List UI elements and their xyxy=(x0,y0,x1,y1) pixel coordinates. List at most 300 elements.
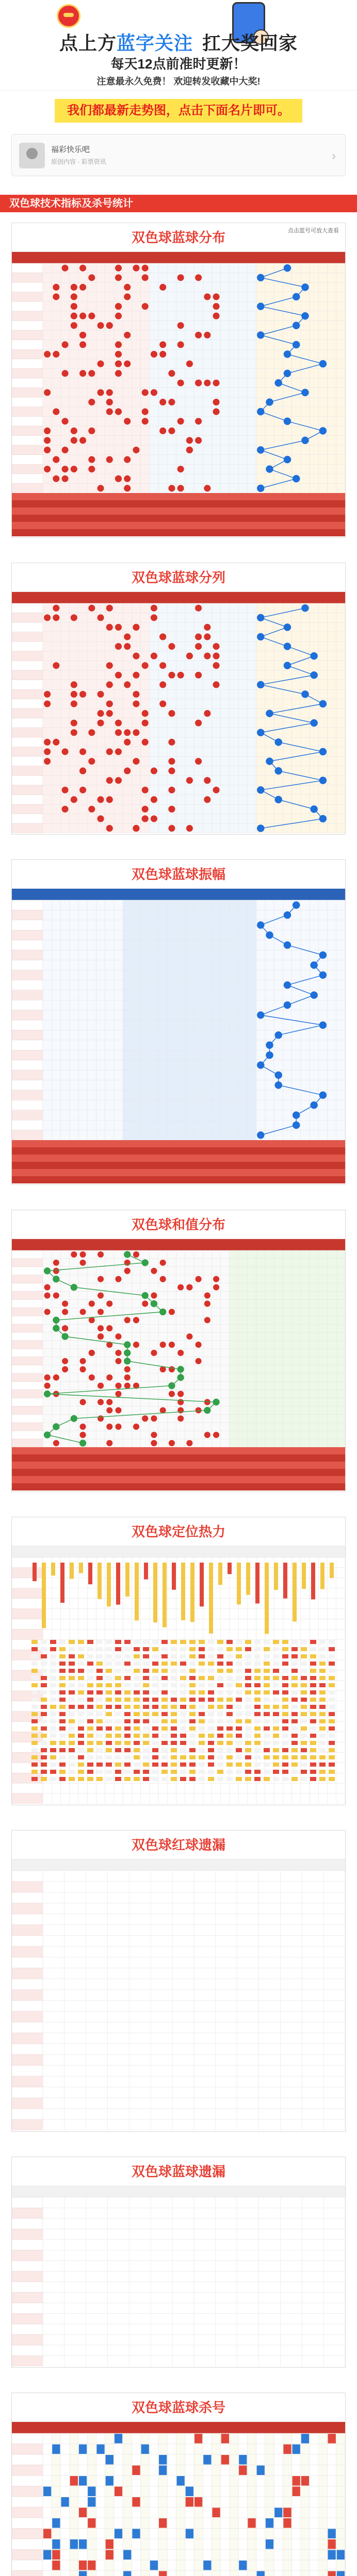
grid-cell xyxy=(176,785,185,795)
grid-cell xyxy=(132,407,140,417)
blue-ball xyxy=(319,1021,327,1028)
red-ball xyxy=(106,456,113,463)
heat-cell xyxy=(143,1712,149,1716)
grid-cell xyxy=(70,1783,78,1793)
grid-cell xyxy=(292,330,301,340)
grid-cell xyxy=(96,900,105,910)
grid-cell xyxy=(176,1040,185,1050)
grid-cell xyxy=(203,1349,212,1357)
grid-cell xyxy=(230,776,238,786)
grid-cell xyxy=(150,330,158,340)
blue-ball xyxy=(71,1415,77,1422)
trend-grid xyxy=(12,1546,345,1804)
grid-cell xyxy=(328,1357,336,1365)
grid-cell xyxy=(318,1357,327,1365)
grid-cell xyxy=(230,737,238,747)
grid-cell xyxy=(43,1349,52,1357)
grid-cell xyxy=(238,1120,247,1130)
grid-cell xyxy=(70,1406,78,1414)
grid-cell xyxy=(78,464,87,474)
red-ball xyxy=(204,332,210,338)
grid-cell xyxy=(274,1090,283,1100)
grid-cell xyxy=(158,263,167,273)
grid-cell xyxy=(132,1357,140,1365)
grid-cell xyxy=(150,397,158,407)
grid-cell xyxy=(185,1365,194,1374)
heat-bar xyxy=(51,1563,55,1575)
grid-cell xyxy=(60,603,69,613)
grid-cell xyxy=(105,1316,114,1324)
red-ball xyxy=(124,1268,131,1274)
grid-cell xyxy=(301,1599,310,1609)
issue-cell xyxy=(12,930,43,940)
heat-cell xyxy=(152,1640,158,1644)
grid-cell xyxy=(318,622,327,632)
grid-cell xyxy=(230,1060,238,1070)
blue-ball xyxy=(53,1325,59,1332)
grid-cell xyxy=(265,388,274,398)
red-ball xyxy=(124,681,131,688)
grid-cell xyxy=(203,728,212,738)
grid-cell xyxy=(328,960,336,970)
grid-cell xyxy=(150,776,158,786)
grid-cell xyxy=(194,474,203,484)
grid-cell xyxy=(87,940,96,950)
grid-cell xyxy=(43,680,52,690)
heat-cell xyxy=(50,1770,56,1774)
grid-cell xyxy=(87,1382,96,1390)
grid-cell xyxy=(70,349,78,359)
grid-cell xyxy=(318,1259,327,1267)
grid-cell xyxy=(105,1609,114,1619)
issue-cell xyxy=(12,1308,43,1316)
red-ball xyxy=(213,1284,219,1291)
grid-cell xyxy=(52,1609,60,1619)
grid-cell xyxy=(185,766,194,776)
grid-cell xyxy=(310,1292,318,1300)
grid-cell xyxy=(212,426,220,436)
grid-cell xyxy=(221,1414,230,1422)
red-ball xyxy=(177,418,184,425)
grid-cell xyxy=(87,1283,96,1292)
grid-cell xyxy=(185,340,194,350)
grid-cell xyxy=(185,1259,194,1267)
grid-cell xyxy=(328,474,336,484)
grid-cell xyxy=(176,1250,185,1259)
blue-ball xyxy=(319,748,327,755)
grid-cell xyxy=(301,661,310,671)
heat-cell xyxy=(96,1662,103,1666)
grid-cell xyxy=(96,263,105,273)
heat-cell xyxy=(69,1755,75,1759)
grid-cell xyxy=(96,728,105,738)
issue-cell xyxy=(12,1650,43,1660)
red-ball xyxy=(151,653,157,659)
grid-cell xyxy=(52,1341,60,1349)
grid-cell xyxy=(185,718,194,728)
issue-cell xyxy=(12,1060,43,1070)
heat-cell xyxy=(106,1698,112,1702)
grid-cell xyxy=(212,1120,220,1130)
grid-cell xyxy=(150,1000,158,1010)
grid-cell xyxy=(265,340,274,350)
heat-cell xyxy=(59,1719,66,1723)
grid-cell xyxy=(185,699,194,709)
grid-cell xyxy=(310,1349,318,1357)
grid-cell xyxy=(283,1406,291,1414)
red-ball xyxy=(62,787,69,793)
heat-cell xyxy=(78,1647,84,1651)
grid-cell xyxy=(283,1283,291,1292)
grid-cell xyxy=(87,1793,96,1804)
grid-cell xyxy=(158,1422,167,1431)
grid-cell xyxy=(78,756,87,766)
red-ball xyxy=(151,1292,157,1298)
grid-cell xyxy=(158,1783,167,1793)
grid-cell xyxy=(203,445,212,455)
grid-cell xyxy=(256,970,265,980)
grid-cell xyxy=(283,737,291,747)
grid-cell xyxy=(310,1300,318,1308)
red-ball xyxy=(62,418,69,425)
blue-ball xyxy=(310,671,317,679)
grid-cell xyxy=(60,708,69,718)
grid-cell xyxy=(336,378,345,388)
grid-cell xyxy=(78,1080,87,1090)
grid-cell xyxy=(141,1382,150,1390)
grid-cell xyxy=(114,1110,123,1120)
grid-cell xyxy=(87,970,96,980)
heat-cell xyxy=(41,1669,47,1673)
grid-cell xyxy=(123,1040,132,1050)
grid-cell xyxy=(221,661,230,671)
issue-cell xyxy=(12,680,43,690)
grid-cell xyxy=(238,1357,247,1365)
grid-cell xyxy=(60,1020,69,1030)
grid-cell xyxy=(78,1100,87,1110)
grid-cell xyxy=(167,814,176,824)
grid-cell xyxy=(194,1619,203,1630)
grid-cell xyxy=(336,483,345,493)
grid-cell xyxy=(203,766,212,776)
grid-cell xyxy=(238,1259,247,1267)
grid-cell xyxy=(60,699,69,709)
grid-cell xyxy=(336,980,345,990)
blue-ball xyxy=(124,1358,131,1364)
grid-cell xyxy=(256,1374,265,1382)
grid-cell xyxy=(87,900,96,910)
grid-cell xyxy=(318,1283,327,1292)
grid-cell xyxy=(203,641,212,651)
grid-cell xyxy=(96,661,105,671)
grid-cell xyxy=(301,1588,310,1599)
grid-cell xyxy=(301,970,310,980)
grid-cell xyxy=(132,368,140,378)
grid-cell xyxy=(158,1060,167,1070)
grid-cell xyxy=(70,1599,78,1609)
grid-cell xyxy=(78,960,87,970)
grid-cell xyxy=(87,1267,96,1275)
heat-cell xyxy=(115,1755,121,1759)
grid-cell xyxy=(230,483,238,493)
red-ball xyxy=(186,437,193,444)
red-ball xyxy=(106,1440,112,1446)
grid-cell xyxy=(328,1793,336,1804)
grid-cell xyxy=(328,321,336,331)
grid-cell xyxy=(292,910,301,920)
grid-cell xyxy=(141,1130,150,1140)
grid-cell xyxy=(185,407,194,417)
grid-cell xyxy=(43,785,52,795)
grid-cell xyxy=(238,321,247,331)
grid-cell xyxy=(274,1793,283,1804)
grid-cell xyxy=(87,359,96,369)
grid-cell xyxy=(105,970,114,980)
grid-cell xyxy=(292,407,301,417)
grid-cell xyxy=(203,407,212,417)
grid-cell xyxy=(247,378,256,388)
red-ball xyxy=(98,1383,104,1389)
grid-cell xyxy=(105,1080,114,1090)
grid-cell xyxy=(212,920,220,930)
grid-cell xyxy=(318,980,327,990)
grid-cell xyxy=(43,1070,52,1080)
heat-cell xyxy=(59,1726,66,1731)
grid-cell xyxy=(283,1030,291,1040)
grid-cell xyxy=(212,1316,220,1324)
grid-cell xyxy=(96,1050,105,1060)
red-ball xyxy=(71,729,77,736)
grid-cell xyxy=(123,990,132,1000)
heat-cell xyxy=(115,1647,121,1651)
issue-cell xyxy=(12,1080,43,1090)
grid-cell xyxy=(256,1110,265,1120)
heat-cell xyxy=(59,1698,66,1702)
grid-cell xyxy=(132,426,140,436)
grid-cell xyxy=(292,1382,301,1390)
grid-cell xyxy=(123,426,132,436)
grid-cell xyxy=(318,1308,327,1316)
heat-cell xyxy=(78,1726,84,1731)
grid-cell xyxy=(265,1382,274,1390)
grid-cell xyxy=(221,1398,230,1406)
grid-cell xyxy=(114,1619,123,1630)
grid-cell xyxy=(221,368,230,378)
grid-cell xyxy=(274,632,283,642)
grid-cell xyxy=(301,1070,310,1080)
grid-cell xyxy=(87,1050,96,1060)
grid-cell xyxy=(167,970,176,980)
grid-cell xyxy=(150,641,158,651)
grid-cell xyxy=(167,920,176,930)
issue-cell xyxy=(12,1316,43,1324)
grid-cell xyxy=(283,766,291,776)
grid-cell xyxy=(301,1414,310,1422)
grid-cell xyxy=(247,737,256,747)
grid-cell xyxy=(114,970,123,980)
blue-ball xyxy=(257,302,264,310)
grid-cell xyxy=(150,407,158,417)
grid-cell xyxy=(185,1267,194,1275)
account-card[interactable] xyxy=(11,134,346,176)
grid-cell xyxy=(301,1382,310,1390)
grid-cell xyxy=(114,483,123,493)
issue-cell xyxy=(12,1439,43,1447)
red-ball xyxy=(106,748,113,755)
grid-cell xyxy=(318,1060,327,1070)
red-ball xyxy=(133,1317,139,1323)
grid-cell xyxy=(310,1030,318,1040)
grid-cell xyxy=(123,670,132,680)
issue-cell xyxy=(12,1292,43,1300)
grid-cell xyxy=(212,483,220,493)
grid-cell xyxy=(132,301,140,311)
grid-cell xyxy=(132,1300,140,1308)
grid-cell xyxy=(212,359,220,369)
grid-cell xyxy=(230,1398,238,1406)
grid-cell xyxy=(318,1300,327,1308)
grid-cell xyxy=(336,1691,345,1701)
grid-cell xyxy=(114,1070,123,1080)
grid-cell xyxy=(212,1406,220,1414)
grid-cell xyxy=(78,416,87,426)
grid-cell xyxy=(150,1050,158,1060)
grid-cell xyxy=(203,1120,212,1130)
grid-cell xyxy=(310,708,318,718)
grid-cell xyxy=(336,1259,345,1267)
grid-cell xyxy=(230,1010,238,1020)
follow-link[interactable]: 蓝字关注 xyxy=(116,32,193,54)
grid-cell xyxy=(203,359,212,369)
red-ball xyxy=(106,1407,112,1413)
grid-cell xyxy=(328,1267,336,1275)
grid-cell xyxy=(87,689,96,699)
grid-cell xyxy=(78,699,87,709)
grid-cell xyxy=(87,1439,96,1447)
grid-cell xyxy=(318,603,327,613)
blue-ball xyxy=(293,1122,300,1129)
grid-cell xyxy=(230,1382,238,1390)
grid-cell xyxy=(185,1629,194,1639)
grid-cell xyxy=(52,1250,60,1259)
grid-cell xyxy=(336,1292,345,1300)
issue-cell xyxy=(12,1120,43,1130)
grid-cell xyxy=(150,436,158,446)
grid-cell xyxy=(70,804,78,814)
grid-cell xyxy=(194,483,203,493)
grid-cell xyxy=(203,970,212,980)
red-ball xyxy=(195,437,202,444)
grid-cell xyxy=(238,1316,247,1324)
grid-cell xyxy=(96,436,105,446)
grid-cell xyxy=(87,785,96,795)
grid-cell xyxy=(96,1629,105,1639)
grid-cell xyxy=(141,651,150,661)
grid-cell xyxy=(123,1431,132,1439)
red-ball xyxy=(80,1432,86,1438)
grid-cell xyxy=(105,960,114,970)
grid-cell xyxy=(70,1100,78,1110)
grid-cell xyxy=(141,349,150,359)
grid-cell xyxy=(158,301,167,311)
grid-cell xyxy=(238,756,247,766)
grid-cell xyxy=(105,910,114,920)
red-ball xyxy=(196,1407,202,1413)
grid-cell xyxy=(212,455,220,465)
red-ball xyxy=(53,1375,59,1381)
grid-cell xyxy=(167,1374,176,1382)
red-ball xyxy=(62,1300,68,1307)
heat-cell xyxy=(115,1690,121,1694)
grid-cell xyxy=(132,1324,140,1332)
panel-blue-distribution xyxy=(11,223,346,538)
grid-cell xyxy=(230,689,238,699)
grid-cell xyxy=(78,718,87,728)
notice-bar[interactable]: 我们都最新走势图，点击下面名片即可。 xyxy=(55,99,302,123)
grid-cell xyxy=(203,980,212,990)
red-ball xyxy=(97,322,104,329)
grid-cell xyxy=(221,990,230,1000)
grid-cell xyxy=(141,1275,150,1283)
grid-cell xyxy=(328,1578,336,1588)
grid-cell xyxy=(87,1010,96,1020)
grid-cell xyxy=(247,1060,256,1070)
grid-cell xyxy=(96,920,105,930)
grid-cell xyxy=(247,804,256,814)
heat-cell xyxy=(134,1777,140,1781)
grid-cell xyxy=(292,930,301,940)
grid-cell xyxy=(292,1793,301,1804)
issue-cell xyxy=(12,603,43,613)
grid-cell xyxy=(328,613,336,623)
grid-cell xyxy=(247,1030,256,1040)
grid-cell xyxy=(274,900,283,910)
grid-cell xyxy=(301,1332,310,1341)
grid-cell xyxy=(336,1722,345,1732)
grid-cell xyxy=(43,1783,52,1793)
red-ball xyxy=(71,720,77,726)
grid-cell xyxy=(176,1070,185,1080)
heat-cell xyxy=(87,1762,93,1767)
red-ball xyxy=(115,643,122,650)
panel-blue-row xyxy=(11,563,346,835)
grid-cell xyxy=(123,368,132,378)
grid-cell xyxy=(212,632,220,642)
red-ball xyxy=(151,351,157,358)
grid-cell xyxy=(60,436,69,446)
grid-cell xyxy=(247,670,256,680)
grid-cell xyxy=(141,368,150,378)
grid-cell xyxy=(78,641,87,651)
grid-cell xyxy=(238,1300,247,1308)
grid-cell xyxy=(43,1010,52,1020)
grid-cell xyxy=(274,1259,283,1267)
grid-cell xyxy=(52,766,60,776)
heat-cell xyxy=(134,1726,140,1731)
grid-cell xyxy=(176,436,185,446)
grid-cell xyxy=(203,1275,212,1283)
grid-cell xyxy=(96,670,105,680)
panel-position-heat xyxy=(11,1517,346,1805)
grid-cell xyxy=(256,1090,265,1100)
grid-cell xyxy=(318,728,327,738)
grid-cell xyxy=(96,455,105,465)
grid-cell xyxy=(247,1398,256,1406)
grid-cell xyxy=(43,378,52,388)
grid-cell xyxy=(87,1422,96,1431)
grid-cell xyxy=(221,699,230,709)
red-ball xyxy=(71,691,77,698)
